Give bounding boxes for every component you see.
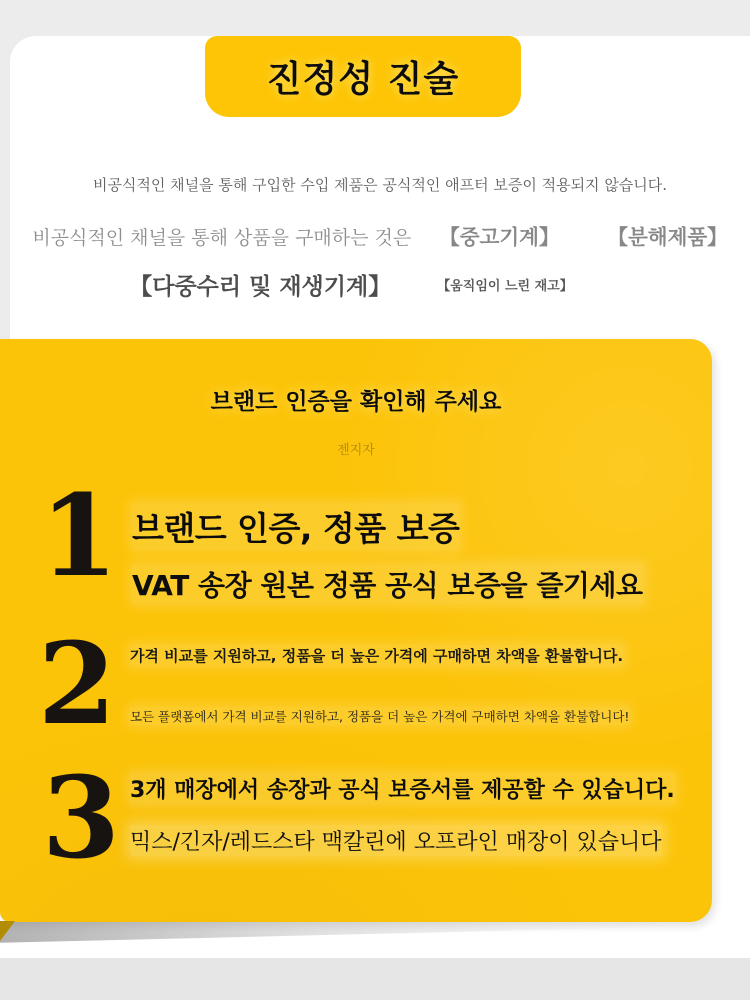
- statement-line2-prefix: 비공식적인 채널을 통해 상품을 구매하는 것은: [32, 227, 412, 249]
- authenticity-title-label: 진정성 진술: [266, 59, 460, 100]
- step-1: [40, 471, 643, 604]
- step-3-line1: 3개 매장에서 송장과 공식 보증서를 제공할 수 있습니다.: [130, 773, 675, 804]
- step-3-text: [130, 773, 675, 856]
- statement-card: [10, 36, 750, 339]
- statement-line3: [0, 268, 721, 301]
- statement-tag-slow-stock: 【움직임이 느린 재고】: [437, 279, 573, 294]
- step-3-line2: 믹스/긴자/레드스타 맥칼린에 오프라인 매장이 있습니다: [130, 825, 662, 856]
- statement-line2: [10, 220, 750, 250]
- brand-verification-card: [0, 339, 712, 922]
- step-1-subtitle: VAT 송장 원본 정품 공식 보증을 즐기세요: [132, 564, 643, 604]
- statement-tag-disassembled-product: 【분해제품】: [607, 225, 728, 249]
- step-1-title: 브랜드 인증, 정품 보증: [132, 503, 459, 550]
- step-3: [42, 753, 675, 884]
- card-curl-shadow: [0, 922, 740, 948]
- step-2-line2: 모든 플랫폼에서 가격 비교를 지원하고, 정품을 더 높은 가격에 구매하면 차액을 환불합니다!: [129, 709, 630, 724]
- authenticity-title-badge: [205, 36, 521, 117]
- statement-section: [0, 0, 750, 339]
- brand-verification-section: [0, 339, 750, 958]
- step-2: [38, 619, 630, 750]
- step-1-number: 1: [40, 471, 114, 602]
- statement-line1: 비공식적인 채널을 통해 구입한 수입 제품은 공식적인 애프터 보증이 적용되지 않습니다.: [92, 176, 668, 194]
- bottom-gray-band: [0, 958, 750, 1000]
- step-2-line1: 가격 비교를 지원하고, 정품을 더 높은 가격에 구매하면 차액을 환불합니다.: [129, 647, 624, 665]
- step-2-text: [130, 645, 629, 725]
- step-1-text: [132, 503, 643, 604]
- statement-tag-used-machine: 【중고기계】: [439, 225, 560, 249]
- step-2-number: 2: [38, 619, 112, 750]
- statement-tag-repaired-machine: 【다중수리 및 재생기계】: [129, 274, 392, 300]
- brand-verification-heading: 브랜드 인증을 확인해 주세요: [210, 389, 502, 415]
- brand-verification-subheading: 젠지자: [337, 443, 375, 458]
- step-3-number: 3: [42, 753, 116, 884]
